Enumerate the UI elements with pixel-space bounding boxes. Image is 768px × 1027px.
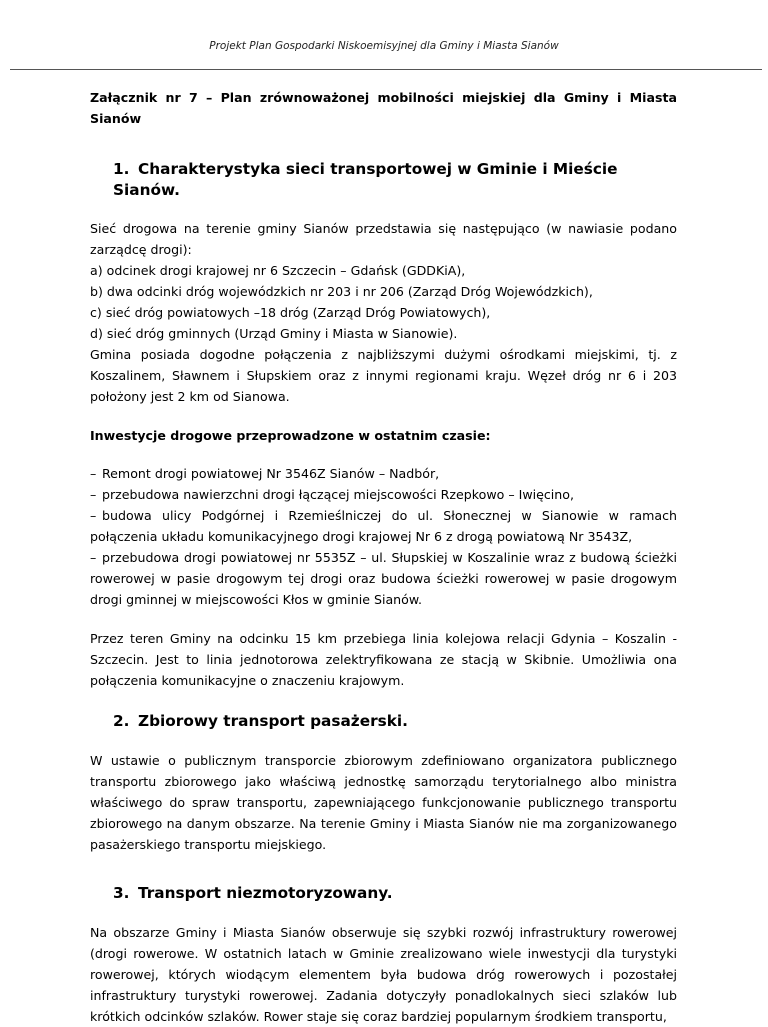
list-item	[90, 463, 677, 484]
list-item-text: budowa ulicy Podgórnej i Rzemieślniczej do ul. Słonecznej w Sianowie w ramach połączenia układu komunikacyjnego drogi krajowej Nr 6 z drogą powiatową Nr 3543Z,	[90, 508, 677, 544]
section-2-number: 2.	[113, 712, 130, 730]
page-header: Projekt Plan Gospodarki Niskoemisyjnej dla Gminy i Miasta Sianów	[209, 40, 559, 52]
railway-paragraph: Przez teren Gminy na odcinku 15 km przebiega linia kolejowa relacji Gdynia – Koszalin - Szczecin. Jest to linia jednotorowa zelektryfikowana ze stacją w Skibnie. Umożliwia ona połączenia komunikacyjne o znaczeniu krajowym.	[90, 631, 677, 688]
road-item: b) dwa odcinki dróg wojewódzkich nr 203 i nr 206 (Zarząd Dróg Wojewódzkich),	[90, 284, 593, 299]
dash-icon: –	[90, 508, 97, 523]
road-item: c) sieć dróg powiatowych –18 dróg (Zarząd Dróg Powiatowych),	[90, 305, 491, 320]
section-2-title: Zbiorowy transport pasażerski.	[138, 712, 408, 730]
list-item	[90, 505, 677, 547]
road-item: d) sieć dróg gminnych (Urząd Gminy i Miasta w Sianowie).	[90, 326, 458, 341]
header-divider	[10, 69, 762, 70]
list-item-text: Remont drogi powiatowej Nr 3546Z Sianów – Nadbór,	[102, 466, 440, 481]
section-1-intro: Sieć drogowa na terenie gminy Sianów przedstawia się następująco (w nawiasie podano zarządcę drogi):	[90, 221, 677, 257]
list-item-text: przebudowa drogi powiatowej nr 5535Z – ul. Słupskiej w Koszalinie wraz z budową ścieżki rowerowej w pasie drogowym tej drogi oraz budowa ścieżki rowerowej w pasie drogowym drogi gminnej w miejscowości Kłos w gminie Sianów.	[90, 550, 677, 607]
list-item	[90, 547, 677, 610]
section-3-number: 3.	[113, 884, 130, 902]
dash-icon: –	[90, 550, 97, 565]
list-item-text: przebudowa nawierzchni drogi łączącej miejscowości Rzepkowo – Iwięcino,	[102, 487, 575, 502]
section-3-paragraph: Na obszarze Gminy i Miasta Sianów obserwuje się szybki rozwój infrastruktury rowerowej (drogi rowerowe. W ostatnich latach w Gminie zrealizowano wiele inwestycji dla turystyki rowerowej, których wiodącym elementem była budowa dróg rowerowych i pozostałej infrastruktury turystyki rowerowej. Zadania dotyczyły ponadlokalnych sieci szlaków lub krótkich odcinków szlaków. Rower staje się coraz bardziej popularnym środkiem transportu,	[90, 925, 677, 1024]
document-body	[90, 87, 677, 1027]
section-1-heading	[90, 159, 677, 201]
dash-icon: –	[90, 487, 97, 502]
list-item	[90, 484, 677, 505]
investments-list	[90, 463, 677, 610]
section-2-paragraph: W ustawie o publicznym transporcie zbiorowym zdefiniowano organizatora publicznego transportu zbiorowego jako właściwą jednostkę samorządu terytorialnego albo ministra właściwego do spraw transportu, zapewniającego funkcjonowanie publicznego transportu zbiorowego na danym obszarze. Na terenie Gminy i Miasta Sianów nie ma zorganizowanego pasażerskiego transportu miejskiego.	[90, 753, 677, 852]
section-2-heading	[90, 711, 677, 732]
section-1-number: 1.	[113, 160, 130, 178]
section-1-title: Charakterystyka sieci transportowej w Gminie i Mieście Sianów.	[113, 160, 618, 199]
dash-icon: –	[90, 466, 97, 481]
annex-title: Załącznik nr 7 – Plan zrównoważonej mobilności miejskiej dla Gminy i Miasta Sianów	[90, 90, 677, 126]
section-3-title: Transport niezmotoryzowany.	[138, 884, 393, 902]
investments-heading: Inwestycje drogowe przeprowadzone w ostatnim czasie:	[90, 428, 491, 443]
road-item: a) odcinek drogi krajowej nr 6 Szczecin – Gdańsk (GDDKiA),	[90, 263, 466, 278]
connections-paragraph: Gmina posiada dogodne połączenia z najbliższymi dużymi ośrodkami miejskimi, tj. z Koszalinem, Sławnem i Słupskiem oraz z innymi regionami kraju. Węzeł dróg nr 6 i 203 położony jest 2 km od Sianowa.	[90, 347, 677, 404]
section-3-heading	[90, 883, 677, 904]
